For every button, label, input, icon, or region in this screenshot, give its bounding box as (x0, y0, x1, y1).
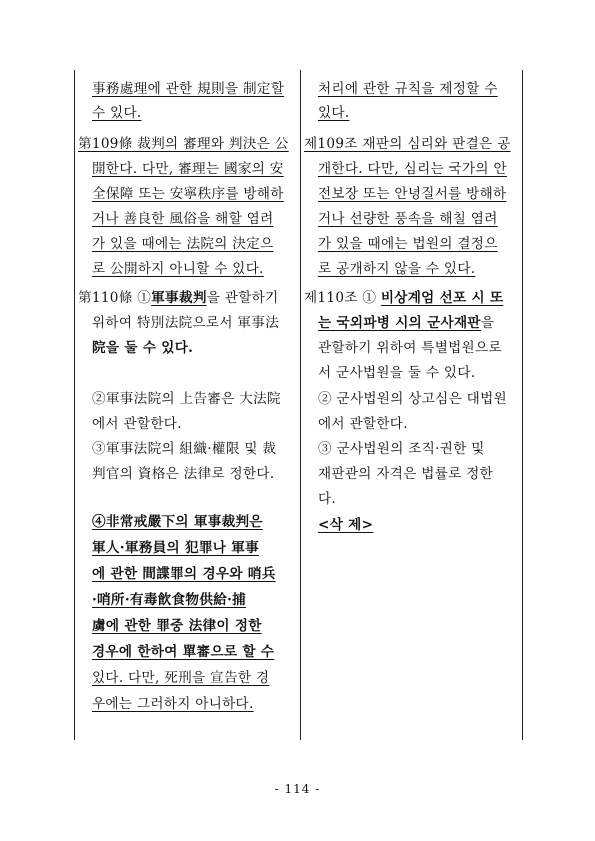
right-art110-bold-overseas-deployment: 는 국외파병 시의 군사재판 (318, 315, 481, 331)
left-p2-line-1: ②軍事法院의 上告審은 大法院 (92, 391, 281, 407)
left-art109-line-2: 開한다. 다만, 審理는 國家의 安 (92, 161, 284, 177)
left-p4-line-2: 軍人·軍務員의 犯罪나 軍事 (92, 540, 260, 556)
right-art110-line-3: 관할하기 위하여 특별법원으로 (318, 340, 502, 356)
right-intro-line-1: 처리에 관한 규칙을 제정할 수 (318, 81, 498, 97)
right-art109-line-3: 전보장 또는 안녕질서를 방해하 (318, 186, 507, 202)
left-p4-line-7: 있다. 다만, 死刑을 宣告한 경 (92, 670, 270, 686)
right-art109-line-5: 가 있을 때에는 법원의 결정으 (318, 236, 498, 252)
table-border-right (522, 70, 523, 740)
right-art110-prefix: 제110조 ① (304, 290, 377, 306)
right-art110-line-2 (304, 312, 494, 334)
left-p3-line-1: ③軍事法院의 組織·權限 및 裁 (92, 441, 277, 457)
left-p4-line-4: ·哨所·有毒飮食物供給·捕 (92, 592, 247, 608)
left-p4-line-1: ④非常戒嚴下의 軍事裁判은 (92, 514, 263, 530)
left-p2-line-2: 에서 관할한다. (92, 416, 182, 432)
left-intro-line-2: 수 있다. (92, 105, 142, 121)
right-art110-rest: 을 (480, 315, 495, 331)
right-p3-line-2: 재판관의 자격은 법률로 정한 (318, 466, 494, 482)
left-art109-line-5: 가 있을 때에는 法院의 決定으 (92, 236, 274, 252)
page-number: - 114 - (274, 782, 321, 796)
right-art110-line-1 (304, 287, 503, 309)
left-p4-line-5: 虜에 관한 罪중 法律이 정한 (92, 618, 262, 634)
right-art109-line-1: 제109조 재판의 심리와 판결은 공 (304, 136, 511, 152)
table-border-left (74, 70, 75, 740)
right-art109-line-2: 개한다. 다만, 심리는 국가의 안 (318, 161, 507, 177)
left-art109-line-4: 거나 善良한 風俗을 해할 염려 (92, 211, 274, 227)
right-p3-line-1: ③ 군사법원의 조직·권한 및 (318, 441, 485, 457)
right-p2-line-1: ② 군사법원의 상고심은 대법원 (318, 391, 507, 407)
left-p3-line-2: 判官의 資格은 法律로 정한다. (92, 466, 275, 482)
table-border-middle (300, 70, 301, 740)
left-intro-line-1: 事務處理에 관한 規則을 制定할 (92, 81, 285, 97)
right-deleted-marker: <삭 제> (318, 517, 374, 533)
left-art109-line-6: 로 公開하지 아니할 수 있다. (92, 261, 264, 277)
left-art110-rest: 을 관할하기 (206, 290, 279, 306)
left-p4-line-8: 우에는 그러하지 아니하다. (92, 696, 254, 712)
right-art109-line-4: 거나 선량한 풍속을 해칠 염려 (318, 211, 498, 227)
right-art109-line-6: 로 공개하지 않을 수 있다. (318, 261, 476, 277)
left-p4-line-6: 경우에 한하여 單審으로 할 수 (92, 644, 275, 660)
left-art110-line-1 (78, 287, 279, 309)
left-p4-line-3: 에 관한 間諜罪의 경우와 哨兵 (92, 566, 276, 582)
left-art110-line-2: 위하여 特別法院으로서 軍事法 (92, 315, 280, 331)
right-p2-line-2: 에서 관할한다. (318, 416, 408, 432)
right-art110-line-4: 서 군사법원을 둘 수 있다. (318, 365, 476, 381)
right-intro-line-2: 있다. (318, 105, 350, 121)
left-art110-prefix: 第110條 ① (78, 290, 152, 306)
left-art110-bold-military-trial: 軍事裁判 (151, 290, 207, 306)
right-art110-bold-martial-law: 비상계엄 선포 시 또 (380, 290, 504, 306)
right-p3-line-3: 다. (318, 491, 337, 507)
left-art110-line-3: 院을 둘 수 있다. (92, 340, 194, 356)
left-art109-line-1: 第109條 裁判의 審理와 判決은 公 (78, 136, 289, 152)
left-art109-line-3: 全保障 또는 安寧秩序를 방해하 (92, 186, 284, 202)
